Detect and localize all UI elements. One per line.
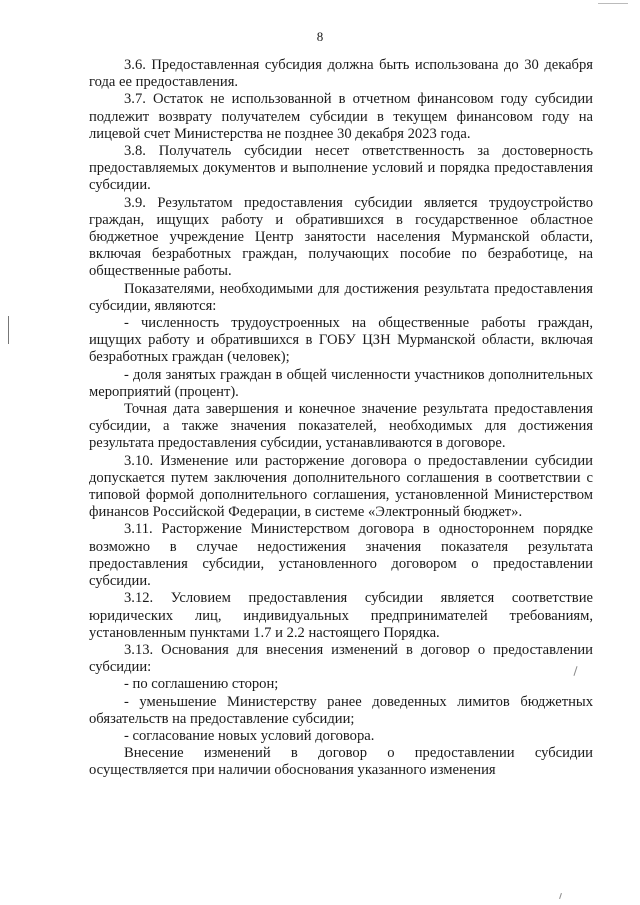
paragraph-3-12: 3.12. Условием предоставления субсидии является соответствие юридических лиц, индивидуальных предпринимателей требованиям, установленным пунктами 1.7 и 2.2 настоящего Порядка. bbox=[89, 590, 593, 641]
pen-mark-bottom bbox=[559, 893, 562, 899]
paragraph-indicators-intro: Показателями, необходимыми для достижения результата предоставления субсидии, являются: bbox=[89, 280, 593, 314]
paragraph-3-9: 3.9. Результатом предоставления субсидии является трудоустройство граждан, ищущих работу и обратившихся в государственное областное бюджетное учреждение Центр занятости населения Мурманской области, включая безработных граждан, получающих пособие по безработице, на общественные работы. bbox=[89, 194, 593, 280]
paragraph-result-date: Точная дата завершения и конечное значение результата предоставления субсидии, а также значения показателей, необходимых для достижения результата предоставления субсидии, устанавливаются в договоре. bbox=[89, 401, 593, 452]
paragraph-3-10: 3.10. Изменение или расторжение договора о предоставлении субсидии допускается путем заключения дополнительного соглашения в соответствии с типовой формой дополнительного соглашения, установленной Министерством финансов Российской Федерации, в системе «Электронный бюджет». bbox=[89, 452, 593, 521]
paragraph-3-7: 3.7. Остаток не использованной в отчетном финансовом году субсидии подлежит возврату получателем субсидии в текущем финансовом году на лицевой счет Министерства не позднее 30 декабря 2023 года. bbox=[89, 91, 593, 142]
list-item-employed-share: - доля занятых граждан в общей численности участников дополнительных мероприятий (процент). bbox=[89, 366, 593, 400]
scan-margin-mark bbox=[8, 316, 9, 344]
list-item-limits-reduction: - уменьшение Министерству ранее доведенных лимитов бюджетных обязательств на предоставление субсидии; bbox=[89, 693, 593, 727]
page-number: 8 bbox=[316, 29, 324, 44]
list-item-agreement: - по соглашению сторон; bbox=[124, 676, 279, 693]
scan-edge-mark bbox=[598, 3, 628, 4]
paragraph-3-13: 3.13. Основания для внесения изменений в договор о предоставлении субсидии: bbox=[89, 641, 593, 676]
document-body bbox=[89, 57, 593, 780]
list-item-new-terms: - согласование новых условий договора. bbox=[124, 727, 375, 744]
paragraph-3-11: 3.11. Расторжение Министерством договора в одностороннем порядке возможно в случае недостижения значения показателя результата предоставления субсидии, установленного договором о предоставлении субсидии. bbox=[89, 521, 593, 590]
paragraph-3-6: 3.6. Предоставленная субсидия должна быть использована до 30 декабря года ее предоставления. bbox=[89, 57, 593, 91]
paragraph-amendments: Внесение изменений в договор о предоставлении субсидии осуществляется при наличии обоснования указанного изменения bbox=[89, 745, 593, 779]
paragraph-3-8: 3.8. Получатель субсидии несет ответственность за достоверность предоставляемых документов и выполнение условий и порядка предоставления субсидии. bbox=[89, 143, 593, 194]
list-item-employed-count: - численность трудоустроенных на общественные работы граждан, ищущих работу и обратившихся в ГОБУ ЦЗН Мурманской области, включая безработных граждан (человек); bbox=[89, 315, 593, 366]
